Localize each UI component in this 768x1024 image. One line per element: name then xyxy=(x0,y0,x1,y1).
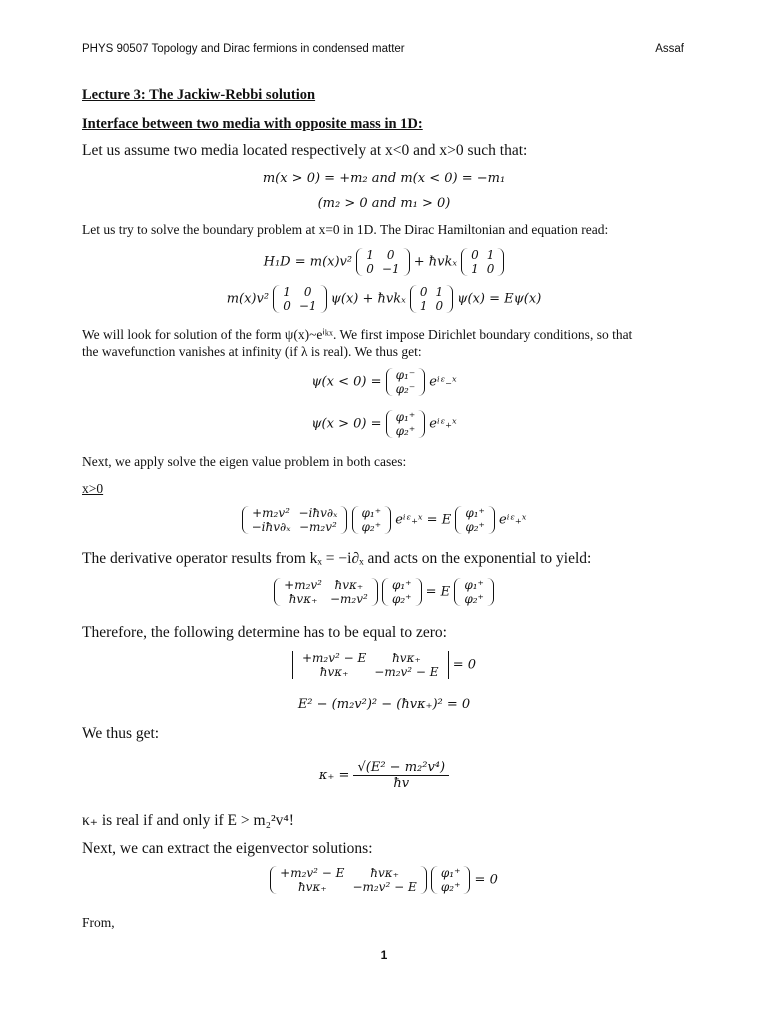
equation-characteristic: E² − (m₂v²)² − (ħvκ₊)² = 0 xyxy=(297,697,471,712)
header-course: PHYS 90507 Topology and Dirac fermions in condensed matter xyxy=(82,43,405,55)
spinor-phi-minus: φ₁⁻ φ₂⁻ xyxy=(386,368,426,396)
matrix-h-deriv: +m₂v² −iħv∂ₓ −iħv∂ₓ −m₂v² xyxy=(242,506,348,534)
paragraph-3b: the wavefunction vanishes at infinity (if λ is real). We thus get: xyxy=(82,344,422,359)
paragraph-6: Therefore, the following determine has to be equal to zero: xyxy=(82,624,447,641)
spinor-phi-plus-2: φ₁⁺ φ₂⁺ xyxy=(352,506,392,534)
equation-eigen-kappa: +m₂v² ħvκ₊ ħvκ₊ −m₂v² φ₁⁺ φ₂⁺ = E φ₁⁺ φ₂⁺ xyxy=(0,578,768,606)
equation-hamiltonian: H₁D = m(x)v² 1 0 0 −1 + ħvkₓ 0 1 1 0 xyxy=(0,248,768,276)
equation-determinant: +m₂v² − E ħvκ₊ ħvκ₊ −m₂v² − E = 0 xyxy=(0,651,768,679)
paragraph-4: Next, we apply solve the eigen value problem in both cases: xyxy=(82,454,407,469)
matrix-sigma-x-2: 0 1 1 0 xyxy=(410,285,453,313)
equation-mass-def: m(x > 0) = +m₂ and m(x < 0) = −m₁ xyxy=(262,171,506,186)
equation-psi-left: ψ(x < 0) = φ₁⁻ φ₂⁻ eⁱᵋ₋ˣ xyxy=(311,368,457,396)
case-label: x>0 xyxy=(82,481,104,496)
spinor-phi-plus-4: φ₁⁺ φ₂⁺ xyxy=(382,578,422,606)
spinor-phi-plus: φ₁⁺ φ₂⁺ xyxy=(386,410,426,438)
lecture-title: Lecture 3: The Jackiw-Rebbi solution xyxy=(82,87,316,103)
paragraph-3a: We will look for solution of the form ψ(x)~eⁱᵏˣ. We first impose Dirichlet boundary conditions, so that xyxy=(82,327,633,342)
equation-kappa: κ₊ = $\frac{\text{√(E² − m₂²v⁴)}}{ħv}$ xyxy=(0,760,768,791)
paragraph-7: We thus get: xyxy=(82,725,160,742)
paragraph-8: κ₊ is real if and only if E > m₂²v⁴! xyxy=(82,812,294,829)
equation-dirac: m(x)v² 1 0 0 −1 ψ(x) + ħvkₓ 0 1 1 0 ψ(x) = Eψ(x) xyxy=(226,285,542,313)
equation-mass-condition: (m₂ > 0 and m₁ > 0) xyxy=(317,196,451,211)
paragraph-9: Next, we can extract the eigenvector solutions: xyxy=(82,840,373,857)
paragraph-10: From, xyxy=(82,915,115,930)
equation-eigen-deriv: +m₂v² −iħv∂ₓ −iħv∂ₓ −m₂v² φ₁⁺ φ₂⁺ eⁱᵋ₊ˣ = E φ₁⁺ φ₂⁺ eⁱᵋ₊ˣ xyxy=(0,506,768,534)
matrix-sigma-x: 0 1 1 0 xyxy=(461,248,504,276)
determinant: +m₂v² − E ħvκ₊ ħvκ₊ −m₂v² − E xyxy=(292,651,449,679)
paragraph-5: The derivative operator results from kₓ = −i∂ₓ and acts on the exponential to yield: xyxy=(82,550,592,567)
matrix-h-kappa: +m₂v² ħvκ₊ ħvκ₊ −m₂v² xyxy=(274,578,378,606)
matrix-h-det-2: +m₂v² − E ħvκ₊ ħvκ₊ −m₂v² − E xyxy=(270,866,427,894)
equation-psi-right: ψ(x > 0) = φ₁⁺ φ₂⁺ eⁱᵋ₊ˣ xyxy=(311,410,457,438)
section-title: Interface between two media with opposite mass in 1D: xyxy=(82,116,423,132)
equation-eigenvector: +m₂v² − E ħvκ₊ ħvκ₊ −m₂v² − E φ₁⁺ φ₂⁺ = 0 xyxy=(0,866,768,894)
header-author: Assaf xyxy=(655,43,684,55)
page-number: 1 xyxy=(380,948,388,962)
matrix-sigma-z-2: 1 0 0 −1 xyxy=(273,285,326,313)
fraction-kappa: $\frac{\text{√(E² − m₂²v⁴)}}{ħv}$ xyxy=(353,760,449,791)
paragraph-2: Let us try to solve the boundary problem at x=0 in 1D. The Dirac Hamiltonian and equation read: xyxy=(82,222,609,237)
matrix-sigma-z: 1 0 0 −1 xyxy=(356,248,409,276)
spinor-phi-plus-6: φ₁⁺ φ₂⁺ xyxy=(431,866,471,894)
spinor-phi-plus-5: φ₁⁺ φ₂⁺ xyxy=(454,578,494,606)
spinor-phi-plus-3: φ₁⁺ φ₂⁺ xyxy=(455,506,495,534)
paragraph-1: Let us assume two media located respectively at x<0 and x>0 such that: xyxy=(82,142,528,159)
